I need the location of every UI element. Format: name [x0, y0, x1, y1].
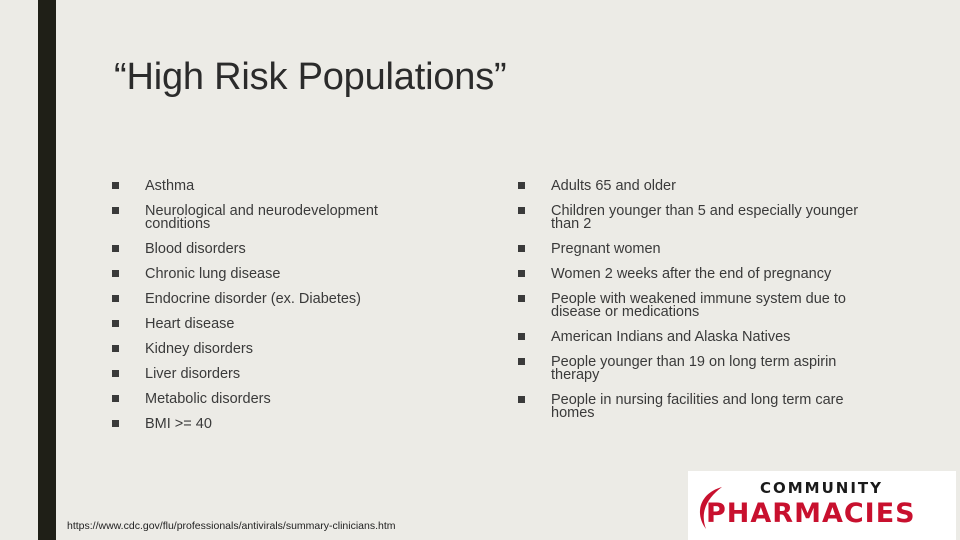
bullet-icon	[112, 420, 119, 427]
list-item-text: Women 2 weeks after the end of pregnancy	[551, 266, 832, 282]
accent-bar	[38, 0, 56, 540]
bullet-icon	[112, 345, 119, 352]
right-bullet-list	[518, 180, 863, 432]
list-item-text: Heart disease	[145, 316, 235, 332]
list-item	[112, 368, 412, 381]
bullet-icon	[112, 270, 119, 277]
list-item-text: Endocrine disorder (ex. Diabetes)	[145, 291, 361, 307]
list-item-text: People with weakened immune system due to disease or medications	[551, 291, 846, 320]
list-item-text: Children younger than 5 and especially younger than 2	[551, 203, 859, 232]
bullet-icon	[518, 245, 525, 252]
list-item	[518, 356, 863, 382]
list-item-text: Liver disorders	[145, 366, 241, 382]
bullet-icon	[112, 295, 119, 302]
bullet-icon	[112, 182, 119, 189]
list-item-text: Asthma	[145, 178, 195, 194]
bullet-icon	[518, 358, 525, 365]
list-item-text: Neurological and neurodevelopment conditions	[145, 203, 378, 232]
community-pharmacies-logo	[688, 471, 956, 540]
bullet-icon	[112, 320, 119, 327]
list-item-text: Pregnant women	[551, 241, 661, 257]
list-item	[112, 318, 412, 331]
logo-top-text: COMMUNITY	[760, 479, 884, 497]
list-item-text: People younger than 19 on long term aspirin therapy	[551, 354, 837, 383]
slide-title: “High Risk Populations”	[114, 56, 507, 98]
list-item	[518, 394, 863, 420]
list-item	[518, 205, 863, 231]
list-item	[112, 343, 412, 356]
bullet-icon	[112, 395, 119, 402]
bullet-icon	[112, 207, 119, 214]
list-item-text: People in nursing facilities and long term care homes	[551, 392, 844, 421]
list-item-text: Chronic lung disease	[145, 266, 281, 282]
list-item-text: BMI >= 40	[145, 416, 212, 432]
bullet-icon	[518, 270, 525, 277]
list-item-text: Metabolic disorders	[145, 391, 271, 407]
bullet-icon	[518, 396, 525, 403]
list-item-text: Adults 65 and older	[551, 178, 676, 194]
list-item	[518, 243, 863, 256]
list-item	[112, 180, 412, 193]
bullet-icon	[518, 333, 525, 340]
left-bullet-list	[112, 180, 412, 443]
list-item	[112, 268, 412, 281]
bullet-icon	[112, 245, 119, 252]
bullet-icon	[518, 207, 525, 214]
list-item	[112, 418, 412, 431]
bullet-icon	[518, 295, 525, 302]
bullet-icon	[518, 182, 525, 189]
list-item-text: Blood disorders	[145, 241, 246, 257]
list-item	[112, 243, 412, 256]
logo-main-text: PHARMACIES	[706, 498, 916, 529]
list-item	[518, 268, 863, 281]
list-item	[518, 331, 863, 344]
list-item-text: American Indians and Alaska Natives	[551, 329, 791, 345]
bullet-icon	[112, 370, 119, 377]
list-item	[518, 180, 863, 193]
list-item	[112, 393, 412, 406]
source-link[interactable]: https://www.cdc.gov/flu/professionals/antivirals/summary-clinicians.htm	[67, 520, 396, 532]
list-item	[518, 293, 863, 319]
list-item	[112, 205, 412, 231]
list-item-text: Kidney disorders	[145, 341, 253, 357]
list-item	[112, 293, 412, 306]
